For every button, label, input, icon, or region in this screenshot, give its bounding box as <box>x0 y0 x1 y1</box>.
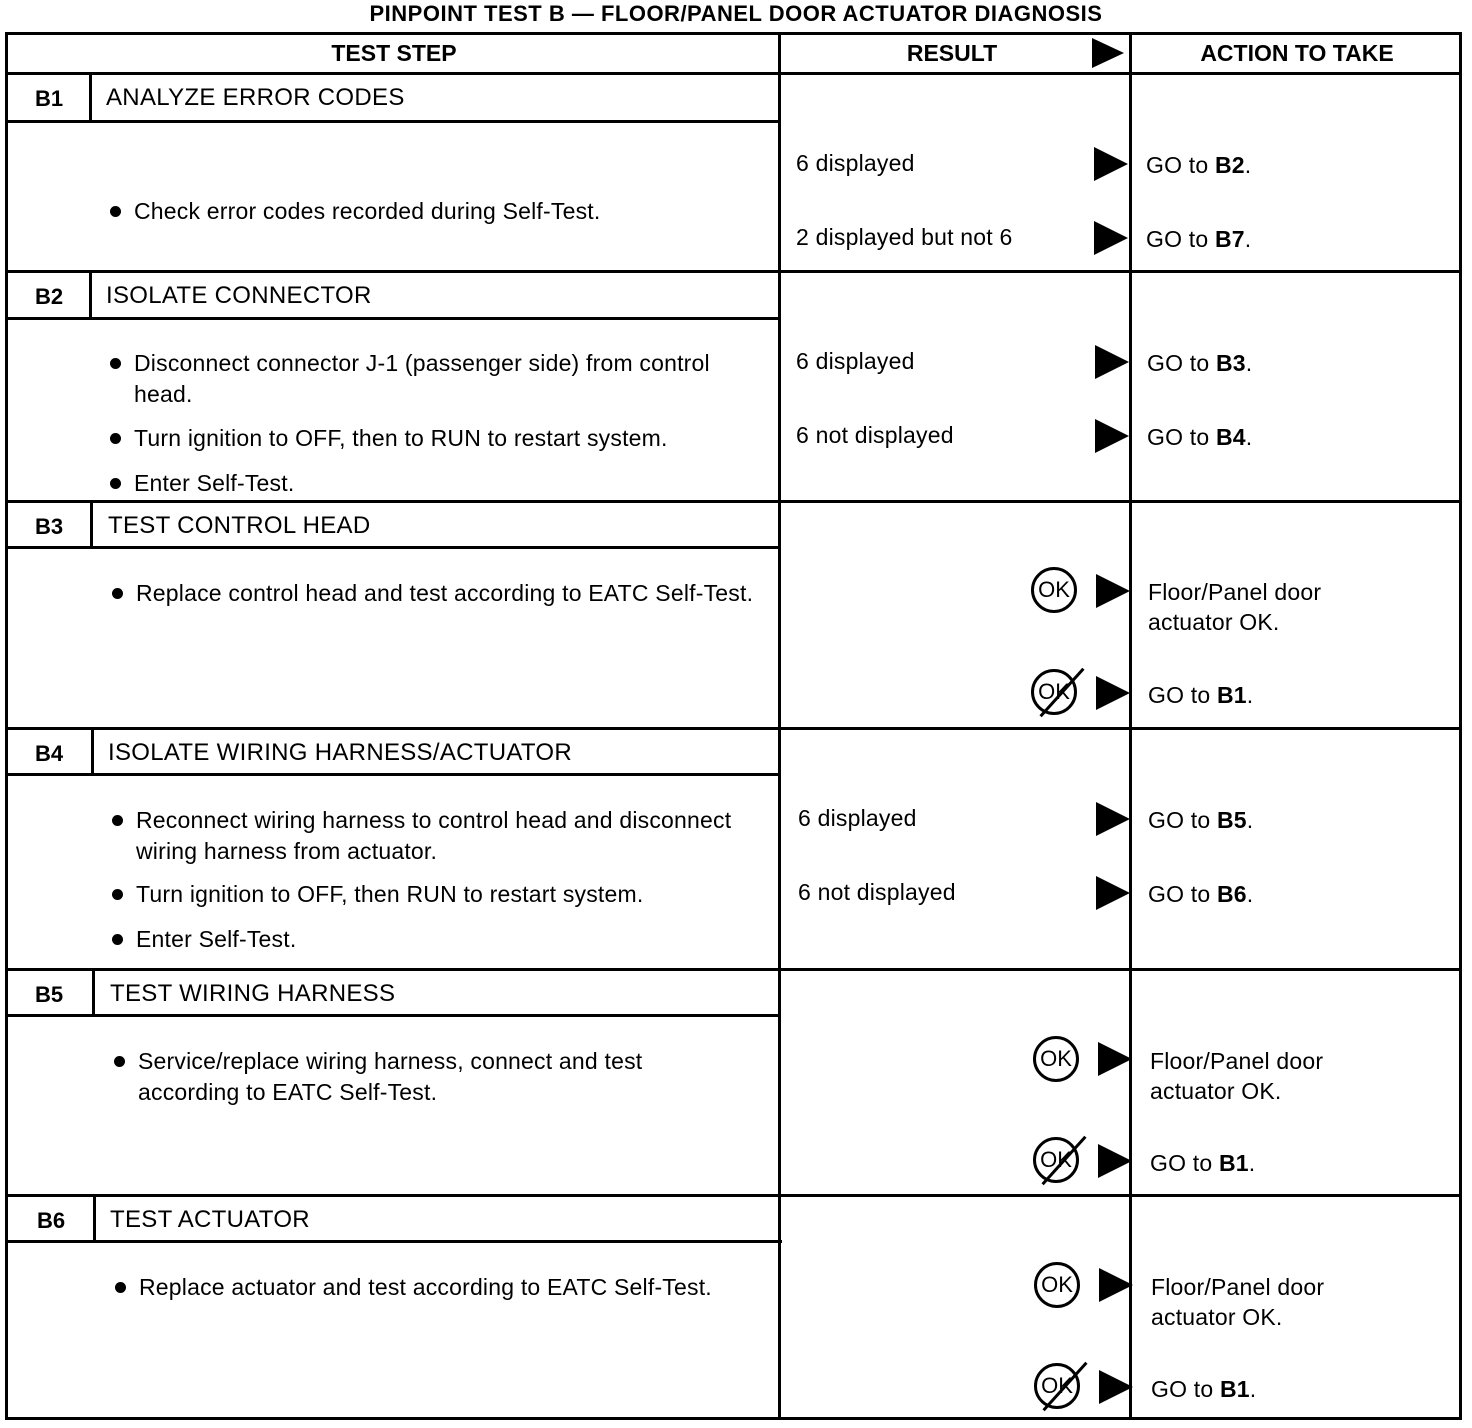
step-id: B3 <box>34 514 64 539</box>
step-instruction: Check error codes recorded during Self-Test. <box>134 196 764 227</box>
step-id: B6 <box>36 1208 66 1233</box>
not-ok-symbol-icon: OK <box>1033 1137 1079 1183</box>
bullet-icon <box>112 588 123 599</box>
step-id: B1 <box>34 86 64 111</box>
header-action: ACTION TO TAKE <box>1200 40 1394 66</box>
step-title: ISOLATE CONNECTOR <box>106 282 372 309</box>
step-title: TEST CONTROL HEAD <box>108 512 371 539</box>
step-divider <box>5 727 1462 730</box>
bullet-icon <box>112 815 123 826</box>
arrow-icon <box>1094 221 1128 255</box>
step-title-divider <box>5 1014 780 1017</box>
header-result: RESULT <box>906 40 998 66</box>
bullet-icon <box>112 889 123 900</box>
step-id-divider <box>90 500 93 546</box>
header-arrow-icon <box>1092 38 1124 68</box>
header-test-step: TEST STEP <box>331 40 457 66</box>
step-divider <box>5 1194 1462 1197</box>
step-instruction: Disconnect connector J-1 (passenger side) from control head. <box>134 348 734 410</box>
step-id-divider <box>92 968 95 1014</box>
result-text: 6 not displayed <box>798 879 956 905</box>
step-title-divider <box>5 1240 782 1243</box>
step-divider <box>5 968 1462 971</box>
ok-symbol-icon: OK <box>1033 1036 1079 1082</box>
arrow-icon <box>1098 1144 1132 1178</box>
step-instruction: Turn ignition to OFF, then RUN to restart system. <box>136 879 766 910</box>
step-title-divider <box>5 773 778 776</box>
action-text: GO to B3. <box>1147 350 1253 376</box>
result-text: 6 displayed <box>798 805 917 831</box>
action-text: GO to B6. <box>1148 881 1254 907</box>
action-text: Floor/Panel door actuator OK. <box>1151 1274 1325 1330</box>
step-instruction: Service/replace wiring harness, connect and test according to EATC Self-Test. <box>138 1046 738 1108</box>
arrow-icon <box>1094 147 1128 181</box>
arrow-icon <box>1099 1370 1133 1404</box>
step-instruction: Replace actuator and test according to EATC Self-Test. <box>139 1272 759 1303</box>
action-text: Floor/Panel door actuator OK. <box>1150 1048 1324 1104</box>
step-instruction: Enter Self-Test. <box>136 924 766 955</box>
column-divider-action <box>1129 32 1132 1420</box>
step-title: TEST ACTUATOR <box>110 1206 310 1233</box>
step-instruction: Enter Self-Test. <box>134 468 764 499</box>
bullet-icon <box>110 433 121 444</box>
step-title-divider <box>5 546 778 549</box>
step-title-divider <box>5 317 778 320</box>
action-text: GO to B4. <box>1147 424 1253 450</box>
arrow-icon <box>1096 574 1130 608</box>
action-text: Floor/Panel door actuator OK. <box>1148 579 1322 635</box>
result-text: 6 not displayed <box>796 422 954 448</box>
step-id-divider <box>93 1194 96 1240</box>
step-title-divider <box>5 120 778 123</box>
step-title: ANALYZE ERROR CODES <box>106 84 405 111</box>
bullet-icon <box>114 1056 125 1067</box>
not-ok-symbol-icon: OK <box>1031 669 1077 715</box>
ok-symbol-icon: OK <box>1034 1262 1080 1308</box>
column-divider-result <box>778 32 781 1420</box>
bullet-icon <box>115 1282 126 1293</box>
arrow-icon <box>1095 419 1129 453</box>
step-instruction: Turn ignition to OFF, then to RUN to restart system. <box>134 423 774 454</box>
action-text: GO to B1. <box>1150 1150 1256 1176</box>
bullet-icon <box>110 358 121 369</box>
result-text: 6 displayed <box>796 348 915 374</box>
header-divider <box>5 72 1462 75</box>
step-instruction: Reconnect wiring harness to control head and disconnect wiring harness from actuator. <box>136 805 736 867</box>
step-instruction: Replace control head and test according to EATC Self-Test. <box>136 578 756 609</box>
arrow-icon <box>1095 345 1129 379</box>
step-title: ISOLATE WIRING HARNESS/ACTUATOR <box>108 739 573 766</box>
result-text: 6 displayed <box>796 150 915 176</box>
arrow-icon <box>1098 1042 1132 1076</box>
action-text: GO to B1. <box>1148 682 1254 708</box>
bullet-icon <box>110 206 121 217</box>
arrow-icon <box>1096 676 1130 710</box>
action-text: GO to B5. <box>1148 807 1254 833</box>
arrow-icon <box>1099 1268 1133 1302</box>
step-divider <box>5 270 1462 273</box>
ok-symbol-icon: OK <box>1031 567 1077 613</box>
step-id: B5 <box>34 982 64 1007</box>
action-text: GO to B1. <box>1151 1376 1257 1402</box>
result-text: 2 displayed but not 6 <box>796 224 1013 250</box>
arrow-icon <box>1096 876 1130 910</box>
step-title: TEST WIRING HARNESS <box>110 980 396 1007</box>
step-id: B2 <box>34 284 64 309</box>
bullet-icon <box>110 478 121 489</box>
bullet-icon <box>112 934 123 945</box>
not-ok-symbol-icon: OK <box>1034 1363 1080 1409</box>
step-id-divider <box>91 727 94 773</box>
action-text: GO to B2. <box>1146 152 1252 178</box>
arrow-icon <box>1096 802 1130 836</box>
page-title: PINPOINT TEST B — FLOOR/PANEL DOOR ACTUATOR DIAGNOSIS <box>369 1 1103 26</box>
step-id: B4 <box>34 741 64 766</box>
step-divider <box>5 500 1462 503</box>
action-text: GO to B7. <box>1146 226 1252 252</box>
